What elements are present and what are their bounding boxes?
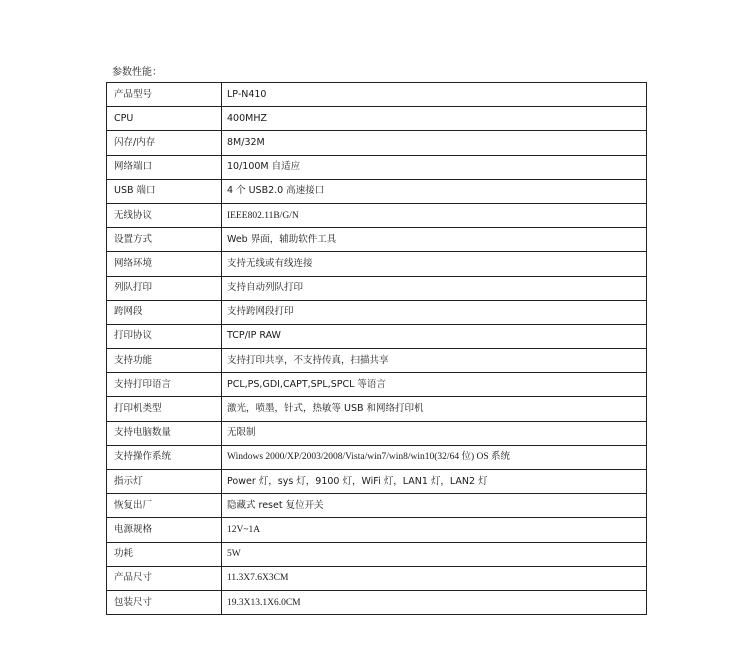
- spec-value: 10/100M 自适应: [222, 155, 647, 179]
- table-row: [107, 494, 647, 518]
- spec-key: 产品型号: [107, 83, 222, 107]
- spec-value: Power 灯，sys 灯，9100 灯，WiFi 灯，LAN1 灯，LAN2 灯: [222, 470, 647, 494]
- table-row: [107, 155, 647, 179]
- table-row: [107, 324, 647, 348]
- spec-key: 恢复出厂: [107, 494, 222, 518]
- table-row: [107, 203, 647, 227]
- section-heading: 参数性能：: [112, 67, 162, 78]
- spec-value: 19.3X13.1X6.0CM: [222, 590, 647, 614]
- table-row: [107, 397, 647, 421]
- spec-key: 支持功能: [107, 349, 222, 373]
- spec-key: 支持电脑数量: [107, 421, 222, 445]
- spec-value: 4 个 USB2.0 高速接口: [222, 179, 647, 203]
- spec-key: 列队打印: [107, 276, 222, 300]
- spec-value: LP-N410: [222, 83, 647, 107]
- spec-key: 闪存/内存: [107, 131, 222, 155]
- spec-value: 支持打印共享，不支持传真，扫描共享: [222, 349, 647, 373]
- table-row: [107, 566, 647, 590]
- spec-key: 产品尺寸: [107, 566, 222, 590]
- spec-value: 12V~1A: [222, 518, 647, 542]
- spec-key: 设置方式: [107, 228, 222, 252]
- spec-value: 支持无线或有线连接: [222, 252, 647, 276]
- spec-value: 8M/32M: [222, 131, 647, 155]
- spec-value: 支持自动列队打印: [222, 276, 647, 300]
- spec-value: 激光，喷墨，针式，热敏等 USB 和网络打印机: [222, 397, 647, 421]
- spec-table: [106, 82, 647, 615]
- spec-key: 无线协议: [107, 203, 222, 227]
- spec-key: 网络环境: [107, 252, 222, 276]
- table-row: [107, 542, 647, 566]
- spec-key: 打印协议: [107, 324, 222, 348]
- spec-key: 支持打印语言: [107, 373, 222, 397]
- table-row: [107, 83, 647, 107]
- spec-value: TCP/IP RAW: [222, 324, 647, 348]
- spec-key: 网络端口: [107, 155, 222, 179]
- table-row: [107, 518, 647, 542]
- spec-value: 支持跨网段打印: [222, 300, 647, 324]
- spec-key: CPU: [107, 107, 222, 131]
- spec-key: 功耗: [107, 542, 222, 566]
- spec-value: 400MHZ: [222, 107, 647, 131]
- table-row: [107, 300, 647, 324]
- spec-key: 指示灯: [107, 470, 222, 494]
- table-row: [107, 421, 647, 445]
- table-row: [107, 179, 647, 203]
- spec-key: 打印机类型: [107, 397, 222, 421]
- table-row: [107, 470, 647, 494]
- spec-key: 支持操作系统: [107, 445, 222, 469]
- table-row: [107, 373, 647, 397]
- spec-value: IEEE802.11B/G/N: [222, 203, 647, 227]
- spec-key: 包装尺寸: [107, 590, 222, 614]
- table-row: [107, 107, 647, 131]
- spec-value: PCL,PS,GDI,CAPT,SPL,SPCL 等语言: [222, 373, 647, 397]
- spec-key: USB 端口: [107, 179, 222, 203]
- spec-value: 无限制: [222, 421, 647, 445]
- spec-key: 跨网段: [107, 300, 222, 324]
- spec-value: 5W: [222, 542, 647, 566]
- table-row: [107, 252, 647, 276]
- spec-value: Windows 2000/XP/2003/2008/Vista/win7/win8/win10(32/64 位) OS 系统: [222, 445, 647, 469]
- table-row: [107, 445, 647, 469]
- table-row: [107, 349, 647, 373]
- spec-key: 电源规格: [107, 518, 222, 542]
- table-row: [107, 228, 647, 252]
- spec-value: 11.3X7.6X3CM: [222, 566, 647, 590]
- table-row: [107, 590, 647, 614]
- table-row: [107, 131, 647, 155]
- spec-value: Web 界面，辅助软件工具: [222, 228, 647, 252]
- table-row: [107, 276, 647, 300]
- spec-value: 隐藏式 reset 复位开关: [222, 494, 647, 518]
